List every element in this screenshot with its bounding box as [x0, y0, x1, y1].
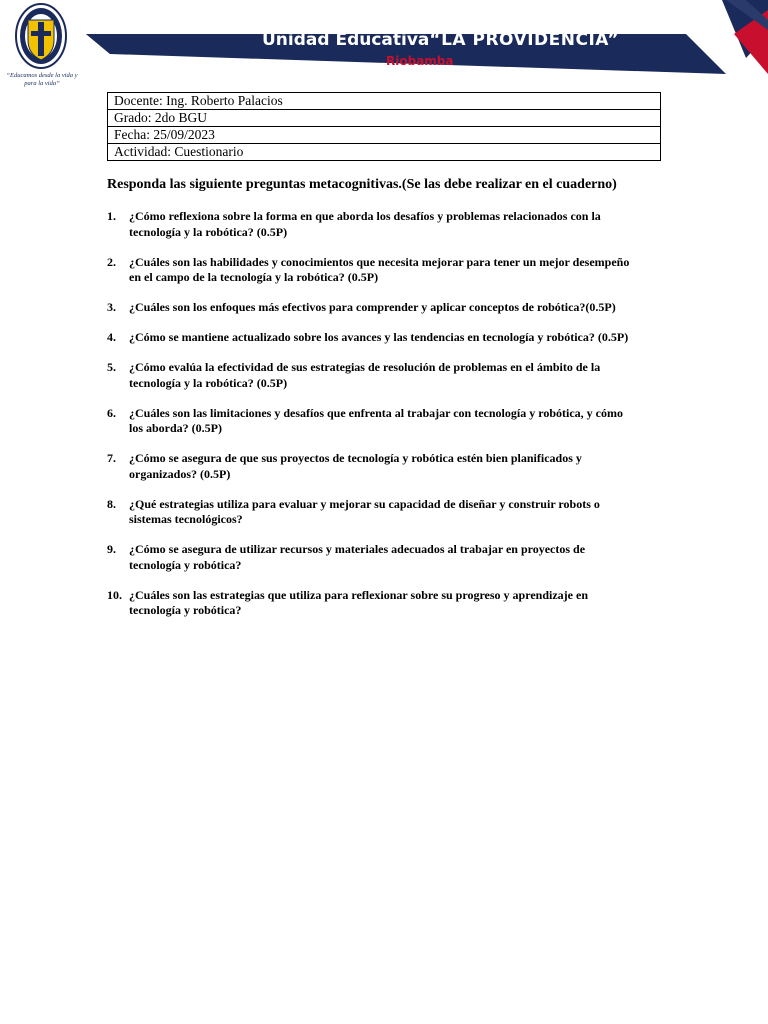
question-text-line: ¿Cuáles son las habilidades y conocimientos que necesita mejorar para tener un mejor desempeño [129, 254, 630, 269]
question-number: 9. [107, 542, 116, 556]
question-text-line: ¿Cómo se asegura de utilizar recursos y materiales adecuados al trabajar en proyectos de [129, 542, 586, 556]
question-text-line: ¿Cómo reflexiona sobre la forma en que aborda los desafíos y problemas relacionados con la [129, 209, 601, 223]
question-text-line: sistemas tecnológicos? [129, 512, 243, 526]
question-text-line: ¿Cuáles son los enfoques más efectivos para comprender y aplicar conceptos de robótica?(0.5P) [129, 300, 616, 314]
question-list [107, 209, 667, 633]
question-item [107, 451, 667, 482]
question-number: 5. [107, 360, 116, 374]
question-item [107, 300, 667, 316]
info-table [107, 92, 661, 161]
question-text-line: en el campo de la tecnología y la robótica? (0.5P) [129, 270, 379, 284]
question-item [107, 360, 667, 391]
page-header [0, 0, 768, 100]
school-name [262, 30, 622, 50]
question-text-line: tecnología y robótica? [129, 557, 242, 572]
question-text-line: ¿Cuáles son las limitaciones y desafíos que enfrenta al trabajar con tecnología y robótica, y cómo [129, 405, 623, 420]
question-item [107, 330, 667, 346]
question-text-line: ¿Cómo se mantiene actualizado sobre los avances y las tendencias en tecnología y robótica? (0.5P) [129, 330, 629, 344]
info-cell: Docente: Ing. Roberto Palacios [108, 93, 661, 110]
question-text-line: tecnología y la robótica? (0.5P) [129, 224, 288, 239]
question-item [107, 542, 667, 573]
question-number: 7. [107, 451, 116, 465]
info-row-grade [108, 110, 661, 127]
school-name-main: “LA PROVIDENCIA” [429, 30, 620, 50]
question-number: 2. [107, 254, 116, 269]
question-number: 6. [107, 405, 116, 420]
school-motto: “Educamos desde la vida y para la vida” [6, 72, 78, 87]
school-city: Riobamba [386, 54, 454, 68]
question-text-line: tecnología y la robótica? (0.5P) [129, 375, 288, 390]
info-cell: Grado: 2do BGU [108, 110, 661, 127]
question-text-line: ¿Cómo se asegura de que sus proyectos de tecnología y robótica estén bien planificados y [129, 451, 582, 465]
question-text-line: organizados? (0.5P) [129, 466, 231, 481]
question-text-line: tecnología y robótica? [129, 603, 242, 617]
question-item [107, 497, 667, 528]
info-cell: Fecha: 25/09/2023 [108, 127, 661, 144]
info-row-teacher [108, 93, 661, 110]
question-text-line: ¿Cómo evalúa la efectividad de sus estrategias de resolución de problemas en el ámbito de la [129, 360, 601, 374]
question-number: 1. [107, 209, 116, 223]
school-crest-logo [14, 2, 68, 72]
question-number: 8. [107, 496, 116, 511]
info-row-activity [108, 144, 661, 161]
info-row-date [108, 127, 661, 144]
info-cell: Actividad: Cuestionario [108, 144, 661, 161]
question-number: 10. [107, 587, 122, 602]
question-item [107, 255, 667, 286]
question-number: 3. [107, 300, 116, 314]
question-item [107, 588, 667, 619]
question-text-line: ¿Qué estrategias utiliza para evaluar y mejorar su capacidad de diseñar y construir robots o [129, 496, 600, 511]
instructions: Responda las siguiente preguntas metacognitivas.(Se las debe realizar en el cuaderno) [107, 177, 617, 192]
school-name-prefix: Unidad Educativa [262, 30, 430, 50]
question-item [107, 406, 667, 437]
question-text-line: los aborda? (0.5P) [129, 421, 222, 435]
question-text-line: ¿Cuáles son las estrategias que utiliza para reflexionar sobre su progreso y aprendizaje en [129, 587, 588, 602]
question-number: 4. [107, 330, 116, 344]
question-item [107, 209, 667, 240]
